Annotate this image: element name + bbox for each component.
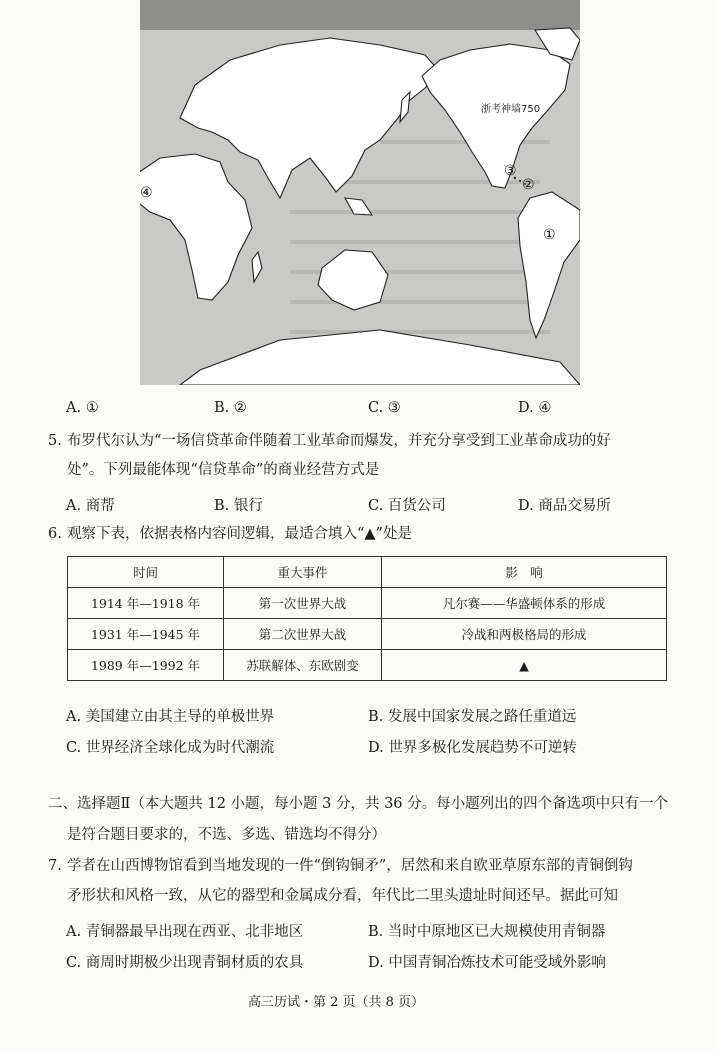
table-cell: 1914 年—1918 年 xyxy=(68,588,224,619)
world-map-figure xyxy=(140,0,580,385)
page-footer: 高三历试・第 2 页（共 8 页） xyxy=(248,995,425,1010)
q6-number: 6. xyxy=(48,526,62,542)
table-cell: 1931 年—1945 年 xyxy=(68,619,224,650)
table-header-time: 时间 xyxy=(68,557,224,588)
section2-line2: 是符合题目要求的，不选、多选、错选均不得分） xyxy=(67,827,386,843)
map-marker-3: ③ xyxy=(504,163,517,179)
map-marker-4: ④ xyxy=(140,185,153,201)
q6-option-a: A. 美国建立由其主导的单极世界 xyxy=(66,709,275,725)
table-cell: 第一次世界大战 xyxy=(224,588,382,619)
q5-number: 5. xyxy=(48,433,62,449)
q7-option-a: A. 青铜器最早出现在西亚、北非地区 xyxy=(66,924,304,940)
map-marker-1: ① xyxy=(543,227,556,243)
table-row xyxy=(68,619,667,650)
q7-option-c: C. 商周时期极少出现青铜材质的农具 xyxy=(66,955,304,971)
q6-option-d: D. 世界多极化发展趋势不可逆转 xyxy=(368,740,577,756)
section2-line1: 二、选择题Ⅱ（本大题共 12 小题，每小题 3 分，共 36 分。每小题列出的四个备选项中只有一个 xyxy=(48,796,669,812)
q6-table xyxy=(67,556,667,681)
table-row xyxy=(68,650,667,681)
table-cell: 第二次世界大战 xyxy=(224,619,382,650)
table-header-row xyxy=(68,557,667,588)
q7-stem-line1: 学者在山西博物馆看到当地发现的一件“倒钩铜矛”，居然和来自欧亚草原东部的青铜倒钩 xyxy=(67,858,633,874)
q4-option-a: A. ① xyxy=(66,400,99,416)
q7-option-d: D. 中国青铜冶炼技术可能受域外影响 xyxy=(368,955,606,971)
q6-stem: 观察下表，依据表格内容间逻辑，最适合填入“▲”处是 xyxy=(67,526,412,542)
map-marker-2: ② xyxy=(522,177,535,193)
q7-stem-line2: 矛形状和风格一致，从它的器型和金属成分看，年代比二里头遗址时间还早。据此可知 xyxy=(67,888,618,904)
table-cell-placeholder: ▲ xyxy=(382,650,667,681)
table-header-event: 重大事件 xyxy=(224,557,382,588)
map-watermark: 浙考神墙750 xyxy=(481,104,541,115)
table-row xyxy=(68,588,667,619)
q4-option-c: C. ③ xyxy=(368,400,401,416)
q5-option-a: A. 商帮 xyxy=(66,498,115,514)
table-cell: 1989 年—1992 年 xyxy=(68,650,224,681)
q5-stem-line2: 处”。下列最能体现“信贷革命”的商业经营方式是 xyxy=(67,462,380,478)
world-map xyxy=(140,0,580,385)
q7-number: 7. xyxy=(48,858,62,874)
table-header-impact: 影 响 xyxy=(382,557,667,588)
q6-option-b: B. 发展中国家发展之路任重道远 xyxy=(368,709,577,725)
q6-option-c: C. 世界经济全球化成为时代潮流 xyxy=(66,740,275,756)
table-cell: 苏联解体、东欧剧变 xyxy=(224,650,382,681)
q5-option-d: D. 商品交易所 xyxy=(518,498,611,514)
q5-option-b: B. 银行 xyxy=(214,498,263,514)
q5-option-c: C. 百货公司 xyxy=(368,498,446,514)
table-cell: 凡尔赛——华盛顿体系的形成 xyxy=(382,588,667,619)
q4-option-b: B. ② xyxy=(214,400,247,416)
q5-stem-line1: 布罗代尔认为“一场信贷革命伴随着工业革命而爆发，并充分享受到工业革命成功的好 xyxy=(67,433,611,449)
q4-option-d: D. ④ xyxy=(518,400,552,416)
table-cell: 冷战和两极格局的形成 xyxy=(382,619,667,650)
q7-option-b: B. 当时中原地区已大规模使用青铜器 xyxy=(368,924,606,940)
